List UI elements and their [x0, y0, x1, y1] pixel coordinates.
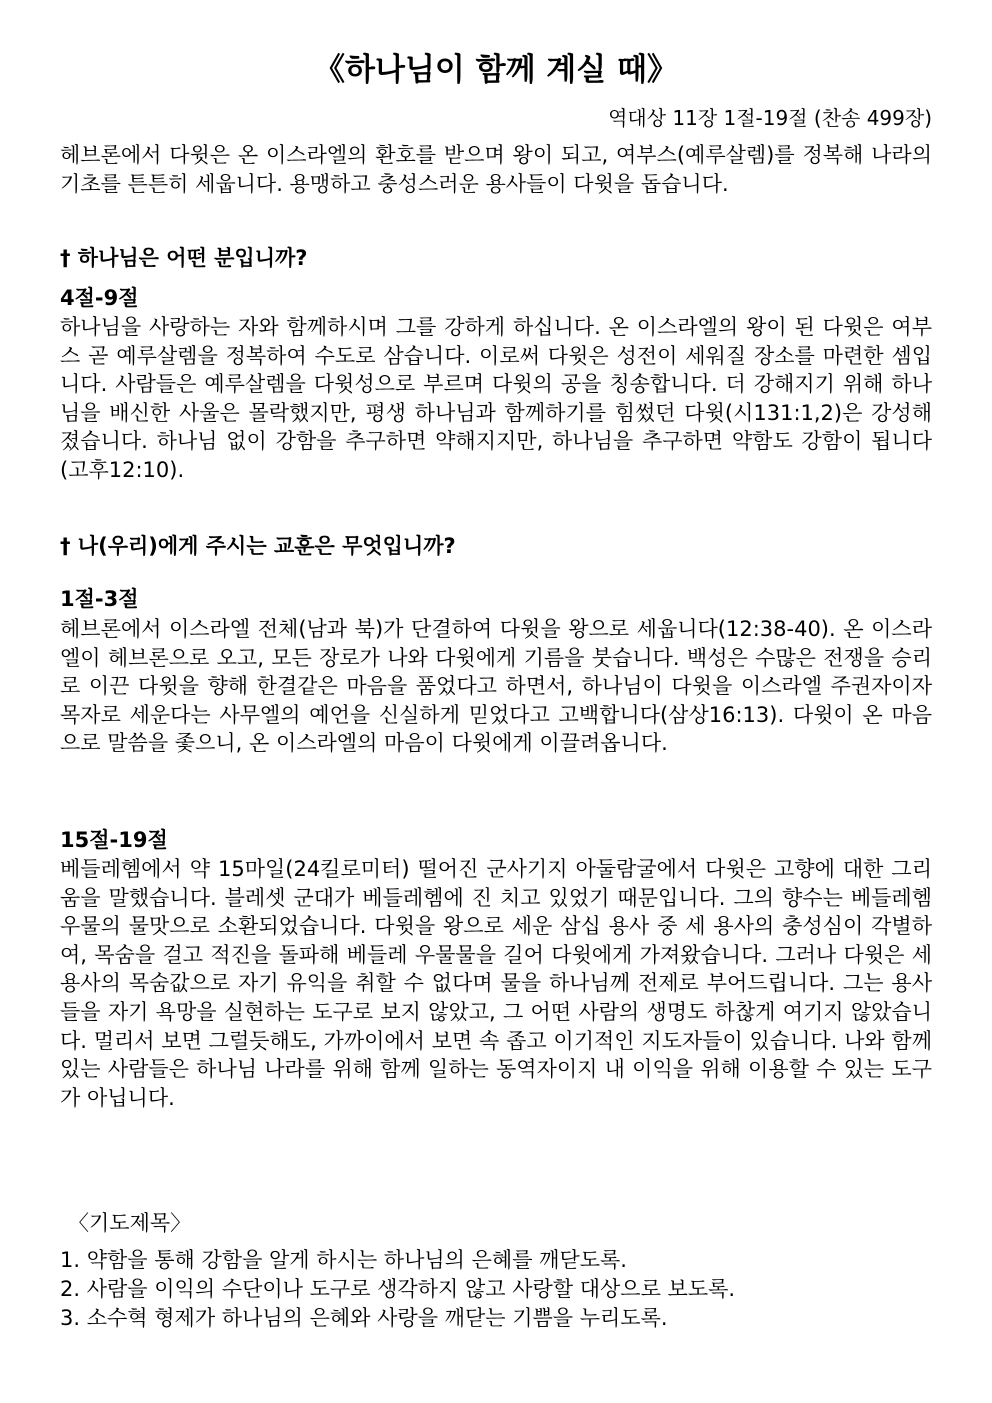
- scripture-reference: 역대상 11장 1절-19절 (찬송 499장): [608, 106, 932, 130]
- prayer-item: 3. 소수혁 형제가 하나님의 은혜와 사랑을 깨닫는 기쁨을 누리도록.: [60, 1306, 668, 1330]
- lesson-body-part-1: 헤브론에서 이스라엘 전체(남과 북)가 단결하여 다윗을 왕으로 세웁니다(12:38-40). 온 이스라엘이 헤브론으로 오고, 모든 장로가 나와 다윗에게 기름을 붓습니다. 백성은 수많은 전쟁을 승리로 이끈 다윗을 향해 한결같은 마음을 품었다고 하면서, 하나님이 다윗을 이스라엘 주권자이자 목자로 세운다는 사무엘의 예언을 신실하게 믿었다고 고백합니다(삼상16:13). 다윗이 온 마음으로 말씀을 좇으니, 온 이스라엘의 마음이 다윗에게 이끌려옵니다.: [60, 617, 932, 756]
- lesson-body-part-2: 베들레헴에서 약 15마일(24킬로미터) 떨어진 군사기지 아둘람굴에서 다윗은 고향에 대한 그리움을 말했습니다. 블레셋 군대가 베들레헴에 진 치고 있었기 때문입니다. 그의 향수는 베들레헴 우물의 물맛으로 소환되었습니다. 다윗을 왕으로 세운 삼십 용사 중 세 용사의 충성심이 각별하여, 목숨을 걸고 적진을 돌파해 베들레 우물물을 길어 다윗에게 가져왔습니다. 그러나 다윗은 세 용사의 목숨값으로 자기 유익을 취할 수 없다며 물을 하나님께 전제로 부어드립니다. 그는 용사들을 자기 욕망을 실현하는 도구로 보지 않았고, 그 어떤 사람의 생명도 하찮게 여기지 않았습니다. 멀리서 보면 그럴듯해도, 가까이에서 보면 속 좁고 이기적인 지도자들이 있습니다. 나와 함께 있는 사람들은 하나님 나라를 위해 함께 일하는 동역자이지 내 이익을 위해 이용할 수 있는 도구가 아닙니다.: [60, 857, 932, 1110]
- prayer-item: 2. 사람을 이익의 수단이나 도구로 생각하지 않고 사랑할 대상으로 보도록.: [60, 1277, 736, 1301]
- verse-range-label: 4절-9절: [60, 286, 139, 310]
- prayer-list: [60, 1246, 940, 1333]
- intro-paragraph: 헤브론에서 다윗은 온 이스라엘의 환호를 받으며 왕이 되고, 여부스(예루살렘)를 정복해 나라의 기초를 튼튼히 세웁니다. 용맹하고 충성스러운 용사들이 다윗을 돕습니다.: [60, 143, 932, 196]
- prayer-heading: 〈기도제목〉: [68, 1211, 192, 1235]
- section-body-who-is-god: 하나님을 사랑하는 자와 함께하시며 그를 강하게 하십니다. 온 이스라엘의 왕이 된 다윗은 여부스 곧 예루살렘을 정복하여 수도로 삼습니다. 이로써 다윗은 성전이 세워질 장소를 마련한 셈입니다. 사람들은 예루살렘을 다윗성으로 부르며 다윗의 공을 칭송합니다. 더 강해지기 위해 하나님을 배신한 사울은 몰락했지만, 평생 하나님과 함께하기를 힘썼던 다윗(시131:1,2)은 강성해졌습니다. 하나님 없이 강함을 추구하면 약해지지만, 하나님을 추구하면 약함도 강함이 됩니다(고후12:10).: [60, 315, 932, 482]
- section-heading-lesson: † 나(우리)에게 주시는 교훈은 무엇입니까?: [60, 534, 456, 558]
- prayer-item: 1. 약함을 통해 강함을 알게 하시는 하나님의 은혜를 깨닫도록.: [60, 1248, 627, 1272]
- verse-range-label: 1절-3절: [60, 587, 139, 611]
- section-heading-who-is-god: † 하나님은 어떤 분입니까?: [60, 246, 308, 270]
- document-title: 《하나님이 함께 계실 때》: [314, 52, 678, 88]
- verse-range-label: 15절-19절: [60, 828, 168, 852]
